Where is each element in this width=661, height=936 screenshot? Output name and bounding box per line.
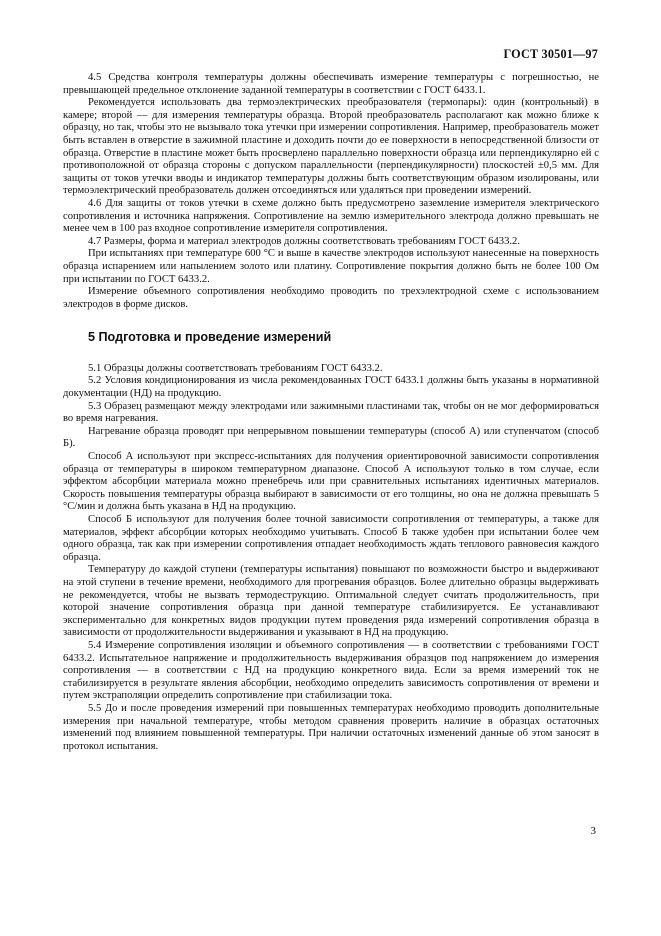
section-5-title: 5 Подготовка и проведение измерений <box>88 330 332 345</box>
paragraph-thermocouples: Рекомендуется использовать два термоэлектрических преобразователя (термопары): один (контрольный) в камере; второй — для измерения температуры образца. Второй преобразователь располагают как можно ближе к образцу, но так, чтобы это не вызывало тока утечки при измерении сопротивления. Например, преобразователь может быть вставлен в отверстие в зажимной пластине и доходить почти до ее поверхности в непосредственной близости от образца. Отверстие в пластине может быть просверлено параллельно поверхности образца или перпендикулярно ей с противоположной от образца стороны с допуском параллельности (перпендикулярности) плоскостей ±0,5 мм. Для защиты от токов утечки вводы и индикатор температуры должны быть соответствующим образом изолированы, или термоэлектрический преобразователь должен отсоединяться или удаляться при проведении измерений. <box>63 97 599 197</box>
page-content <box>63 72 599 753</box>
paragraph-5-1: 5.1 Образцы должны соответствовать требованиям ГОСТ 6433.2. <box>88 362 383 374</box>
paragraph-heating: Нагревание образца проводят при непрерывном повышении температуры (способ А) или ступенчатом (способ Б). <box>63 425 599 450</box>
paragraph-method-b: Способ Б используют для получения более точной зависимости сопротивления от температуры, а также для материалов, эффект абсорбции которых необходимо учитывать. Способ Б также удобен при испытании более чем одного образца, так как при измерении сопротивления отпадает необходимость ждать теплового равновесия каждого образца. <box>63 514 599 563</box>
document-code-header: ГОСТ 30501—97 <box>503 47 598 61</box>
paragraph-5-5: 5.5 До и после проведения измерений при повышенных температурах необходимо проводить дополнительные измерения при начальной температуре, чтобы методом сравнения проверить наличие в образцах остаточных изменений под влиянием повышенной температуры. При наличии остаточных изменений данные об этом заносят в протокол испытания. <box>63 702 599 752</box>
paragraph-4-7: 4.7 Размеры, форма и материал электродов должны соответствовать требованиям ГОСТ 6433.2. <box>88 235 520 247</box>
paragraph-5-4: 5.4 Измерение сопротивления изоляции и объемного сопротивления — в соответствии с требованиями ГОСТ 6433.2. Испытательное напряжение и продолжительность выдерживания образцов под напряжением до измерения сопротивления — в соответствии с НД на продукцию конкретного вида. Если за время измерений ток не стабилизируется в результате явления абсорбции, необходимо определить зависимость сопротивления от времени и путем экстраполяции определить сопротивление при стабилизации тока. <box>63 639 599 702</box>
paragraph-method-a: Способ А используют при экспресс-испытаниях для получения ориентировочной зависимости сопротивления образца от температуры в широком температурном диапазоне. Способ А используют только в том случае, если эффектом абсорбции материала можно пренебречь или при сравнительных испытаниях идентичных материалов. Скорость повышения температуры образца выбирают в зависимости от его толщины, но она не должна превышать 5 °С/мин и должна быть указана в НД на продукцию. <box>63 451 599 513</box>
paragraph-temperature-steps: Температуру до каждой ступени (температуры испытания) повышают по возможности быстро и выдерживают на этой ступени в течение времени, необходимого для прогревания образцов. Более длительно образцы выдерживать не рекомендуется, чтобы не вызвать термодеструкцию. Оптимальной следует считать продолжительность, при которой значение сопротивления образца при данной температуре стабилизируется. Ее устанавливают экспериментально для конкретных видов продукции путем проведения ряда измерений сопротивления образца в зависимости от продолжительности выдерживания и указывают в НД на продукцию. <box>63 564 599 639</box>
paragraph-electrodes-600c: При испытаниях при температуре 600 °С и выше в качестве электродов используют нанесенные на поверхность образца испарением или напылением золото или платину. Сопротивление покрытия должно быть не более 100 Ом при испытании по ГОСТ 6433.2. <box>63 248 599 285</box>
paragraph-4-6: 4.6 Для защиты от токов утечки в схеме должно быть предусмотрено заземление измерителя электрического сопротивления и источника напряжения. Сопротивление на землю измерительного электрода должно превышать не менее чем в 100 раз входное сопротивление измерителя сопротивления. <box>63 197 599 235</box>
paragraph-volume-resistance: Измерение объемного сопротивления необходимо проводить по трехэлектродной схеме с использованием электродов в форме дисков. <box>63 286 599 310</box>
paragraph-5-3: 5.3 Образец размещают между электродами или зажимными пластинами так, чтобы он не мог деформироваться во время нагревания. <box>63 400 599 425</box>
paragraph-5-2: 5.2 Условия кондиционирования из числа рекомендованных ГОСТ 6433.1 должны быть указаны в нормативной документации (НД) на продукцию. <box>63 375 599 400</box>
paragraph-4-5: 4.5 Средства контроля температуры должны обеспечивать измерение температуры с погрешностью, не превышающей предельное отклонение заданной температуры в соответствии с ГОСТ 6433.1. <box>63 72 599 96</box>
page-number: 3 <box>590 825 596 837</box>
